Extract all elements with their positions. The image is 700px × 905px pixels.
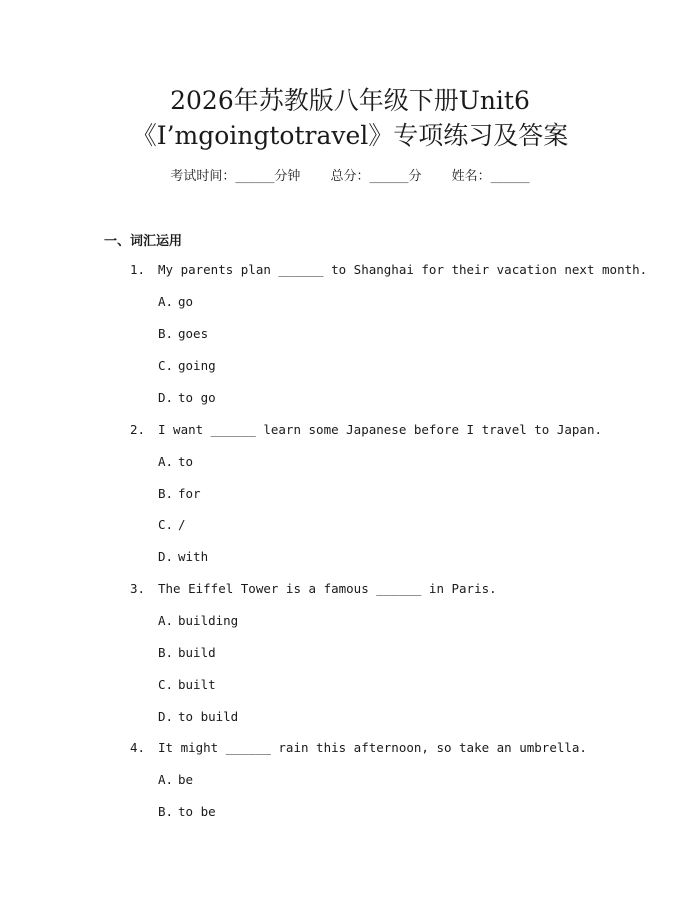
question-2	[130, 422, 602, 438]
question-3-option-a	[158, 613, 238, 629]
question-1-option-c	[158, 358, 216, 374]
option-letter: A.	[158, 772, 174, 787]
question-1-option-b	[158, 326, 208, 342]
option-letter: D.	[158, 549, 174, 564]
option-text: go	[178, 294, 194, 309]
question-text: It might ______ rain this afternoon, so take an umbrella.	[158, 740, 587, 755]
option-text: built	[178, 677, 216, 692]
question-3-option-d	[158, 709, 238, 725]
question-1	[130, 262, 647, 278]
question-2-option-d	[158, 549, 208, 565]
question-number: 4.	[130, 740, 146, 755]
option-text: for	[178, 486, 201, 501]
question-text: The Eiffel Tower is a famous ______ in Paris.	[158, 581, 497, 596]
exam-meta	[0, 168, 700, 186]
option-letter: B.	[158, 804, 174, 819]
option-letter: C.	[158, 517, 174, 532]
option-text: to be	[178, 804, 216, 819]
question-3	[130, 581, 497, 597]
document-title-line1: 2026年苏教版八年级下册Unit6	[170, 86, 530, 115]
question-number: 2.	[130, 422, 146, 437]
question-4-option-b	[158, 804, 216, 820]
question-2-option-a	[158, 454, 193, 470]
option-letter: B.	[158, 326, 174, 341]
question-number: 3.	[130, 581, 146, 596]
option-letter: B.	[158, 645, 174, 660]
question-1-option-a	[158, 294, 193, 310]
option-text: with	[178, 549, 209, 564]
option-text: to	[178, 454, 194, 469]
option-text: build	[178, 645, 216, 660]
exam-time-field: 考试时间：______分钟	[170, 169, 301, 184]
option-text: be	[178, 772, 194, 787]
question-text: I want ______ learn some Japanese before I travel to Japan.	[158, 422, 603, 437]
option-letter: A.	[158, 613, 174, 628]
total-score-field: 总分：______分	[330, 169, 422, 184]
option-text: /	[178, 517, 186, 532]
option-letter: B.	[158, 486, 174, 501]
option-text: to go	[178, 390, 216, 405]
document-title-line2: 《I’mgoingtotravel》专项练习及答案	[131, 121, 569, 150]
question-4	[130, 740, 587, 756]
question-text: My parents plan ______ to Shanghai for their vacation next month.	[158, 262, 648, 277]
question-2-option-b	[158, 486, 201, 502]
option-letter: C.	[158, 677, 174, 692]
section-heading: 一、词汇运用	[104, 234, 183, 249]
question-3-option-b	[158, 645, 216, 661]
option-text: to build	[178, 709, 239, 724]
option-letter: D.	[158, 390, 174, 405]
option-letter: A.	[158, 454, 174, 469]
option-letter: A.	[158, 294, 174, 309]
student-name-field: 姓名：______	[451, 169, 530, 184]
question-2-option-c	[158, 517, 186, 533]
question-3-option-c	[158, 677, 216, 693]
question-number: 1.	[130, 262, 146, 277]
option-letter: C.	[158, 358, 174, 373]
question-1-option-d	[158, 390, 216, 406]
option-text: going	[178, 358, 216, 373]
option-text: goes	[178, 326, 209, 341]
question-4-option-a	[158, 772, 193, 788]
option-text: building	[178, 613, 239, 628]
option-letter: D.	[158, 709, 174, 724]
